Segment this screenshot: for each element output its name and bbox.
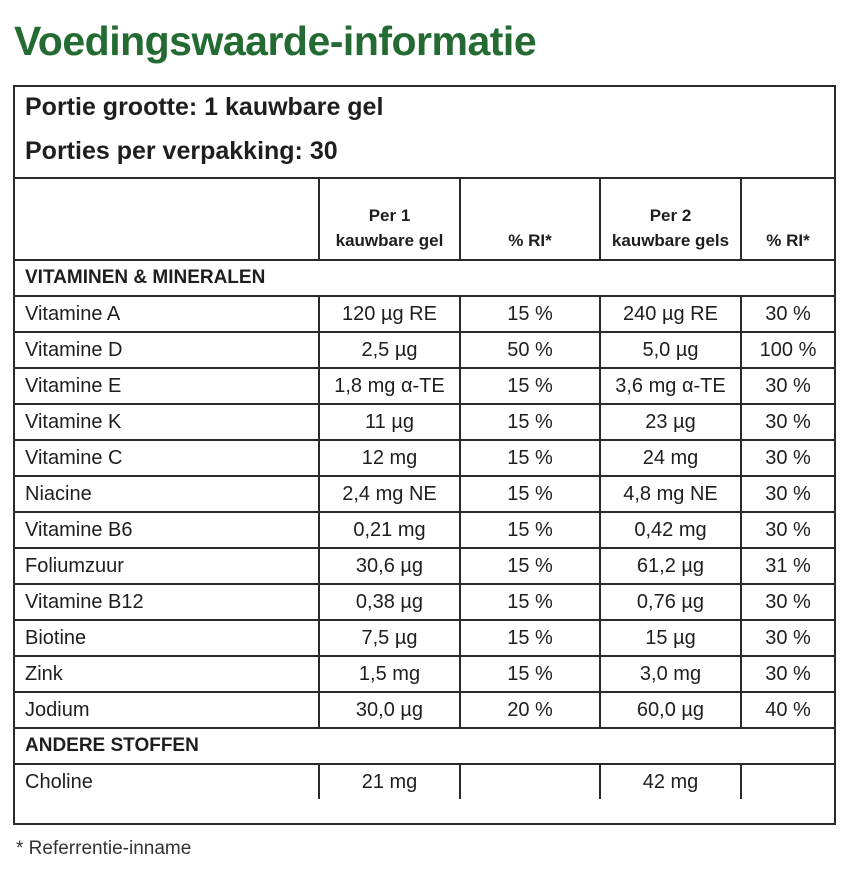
ri-per-1: 50 % — [460, 332, 600, 368]
serving-size: Portie grootte: 1 kauwbare gel — [25, 93, 384, 121]
nutrient-name: Foliumzuur — [15, 548, 319, 584]
amount-per-2: 15 µg — [600, 620, 741, 656]
table-row — [15, 404, 834, 440]
ri-per-2 — [741, 764, 834, 799]
amount-per-1: 2,4 mg NE — [319, 476, 460, 512]
amount-per-1: 120 µg RE — [319, 296, 460, 332]
amount-per-1: 21 mg — [319, 764, 460, 799]
ri-per-1: 15 % — [460, 296, 600, 332]
nutrient-name: Vitamine K — [15, 404, 319, 440]
table-row — [15, 440, 834, 476]
nutrient-name: Vitamine A — [15, 296, 319, 332]
amount-per-2: 3,0 mg — [600, 656, 741, 692]
column-header-ri-2: % RI* — [741, 177, 834, 260]
ri-per-1: 15 % — [460, 512, 600, 548]
nutrient-name: Vitamine C — [15, 440, 319, 476]
ri-per-1 — [460, 764, 600, 799]
page-title: Voedingswaarde-informatie — [14, 18, 537, 64]
nutrient-name: Jodium — [15, 692, 319, 728]
ri-per-2: 30 % — [741, 440, 834, 476]
amount-per-2: 4,8 mg NE — [600, 476, 741, 512]
nutrient-name: Niacine — [15, 476, 319, 512]
section-row-other — [15, 728, 834, 764]
amount-per-1: 0,38 µg — [319, 584, 460, 620]
column-header-per-1-line1: Per 1 — [368, 206, 411, 225]
table-row — [15, 692, 834, 728]
amount-per-2: 0,76 µg — [600, 584, 741, 620]
nutrient-name: Vitamine D — [15, 332, 319, 368]
nutrition-facts-table — [13, 85, 836, 825]
amount-per-2: 3,6 mg α-TE — [600, 368, 741, 404]
ri-per-1: 15 % — [460, 656, 600, 692]
column-header-per-1-line2: kauwbare gel — [335, 231, 444, 250]
ri-per-2: 40 % — [741, 692, 834, 728]
nutrient-name: Zink — [15, 656, 319, 692]
ri-per-2: 31 % — [741, 548, 834, 584]
section-title-vitamins: VITAMINEN & MINERALEN — [15, 260, 834, 296]
nutrient-table — [15, 177, 834, 799]
ri-per-2: 30 % — [741, 476, 834, 512]
ri-per-1: 20 % — [460, 692, 600, 728]
column-header-per-1 — [319, 177, 460, 260]
table-row — [15, 512, 834, 548]
amount-per-1: 30,0 µg — [319, 692, 460, 728]
column-header-row — [15, 177, 834, 260]
table-row — [15, 584, 834, 620]
ri-per-1: 15 % — [460, 476, 600, 512]
amount-per-2: 24 mg — [600, 440, 741, 476]
footnote: * Referrentie-inname — [16, 838, 192, 859]
servings-per-pack: Porties per verpakking: 30 — [25, 137, 338, 165]
ri-per-1: 15 % — [460, 584, 600, 620]
table-row — [15, 620, 834, 656]
nutrient-name: Choline — [15, 764, 319, 799]
table-row — [15, 548, 834, 584]
amount-per-2: 61,2 µg — [600, 548, 741, 584]
table-row — [15, 332, 834, 368]
column-header-nutrient — [15, 177, 319, 260]
ri-per-1: 15 % — [460, 440, 600, 476]
amount-per-2: 0,42 mg — [600, 512, 741, 548]
table-row — [15, 368, 834, 404]
ri-per-2: 30 % — [741, 404, 834, 440]
nutrient-name: Vitamine B6 — [15, 512, 319, 548]
ri-per-2: 100 % — [741, 332, 834, 368]
amount-per-1: 7,5 µg — [319, 620, 460, 656]
ri-per-1: 15 % — [460, 404, 600, 440]
table-row — [15, 476, 834, 512]
column-header-per-2 — [600, 177, 741, 260]
amount-per-1: 2,5 µg — [319, 332, 460, 368]
amount-per-1: 1,5 mg — [319, 656, 460, 692]
ri-per-2: 30 % — [741, 296, 834, 332]
column-header-ri-1: % RI* — [460, 177, 600, 260]
nutrient-name: Vitamine B12 — [15, 584, 319, 620]
ri-per-2: 30 % — [741, 656, 834, 692]
ri-per-1: 15 % — [460, 620, 600, 656]
ri-per-2: 30 % — [741, 620, 834, 656]
table-row — [15, 656, 834, 692]
ri-per-2: 30 % — [741, 368, 834, 404]
column-header-per-2-line1: Per 2 — [649, 206, 692, 225]
ri-per-1: 15 % — [460, 548, 600, 584]
amount-per-1: 1,8 mg α-TE — [319, 368, 460, 404]
ri-per-2: 30 % — [741, 512, 834, 548]
ri-per-1: 15 % — [460, 368, 600, 404]
column-header-per-2-line2: kauwbare gels — [611, 231, 730, 250]
section-title-other: ANDERE STOFFEN — [15, 728, 834, 764]
amount-per-1: 11 µg — [319, 404, 460, 440]
table-row — [15, 764, 834, 799]
amount-per-2: 60,0 µg — [600, 692, 741, 728]
nutrient-name: Biotine — [15, 620, 319, 656]
amount-per-2: 23 µg — [600, 404, 741, 440]
nutrient-name: Vitamine E — [15, 368, 319, 404]
amount-per-1: 12 mg — [319, 440, 460, 476]
amount-per-2: 42 mg — [600, 764, 741, 799]
serving-info — [15, 87, 834, 179]
amount-per-1: 30,6 µg — [319, 548, 460, 584]
amount-per-2: 5,0 µg — [600, 332, 741, 368]
ri-per-2: 30 % — [741, 584, 834, 620]
amount-per-2: 240 µg RE — [600, 296, 741, 332]
section-row-vitamins — [15, 260, 834, 296]
table-row — [15, 296, 834, 332]
amount-per-1: 0,21 mg — [319, 512, 460, 548]
